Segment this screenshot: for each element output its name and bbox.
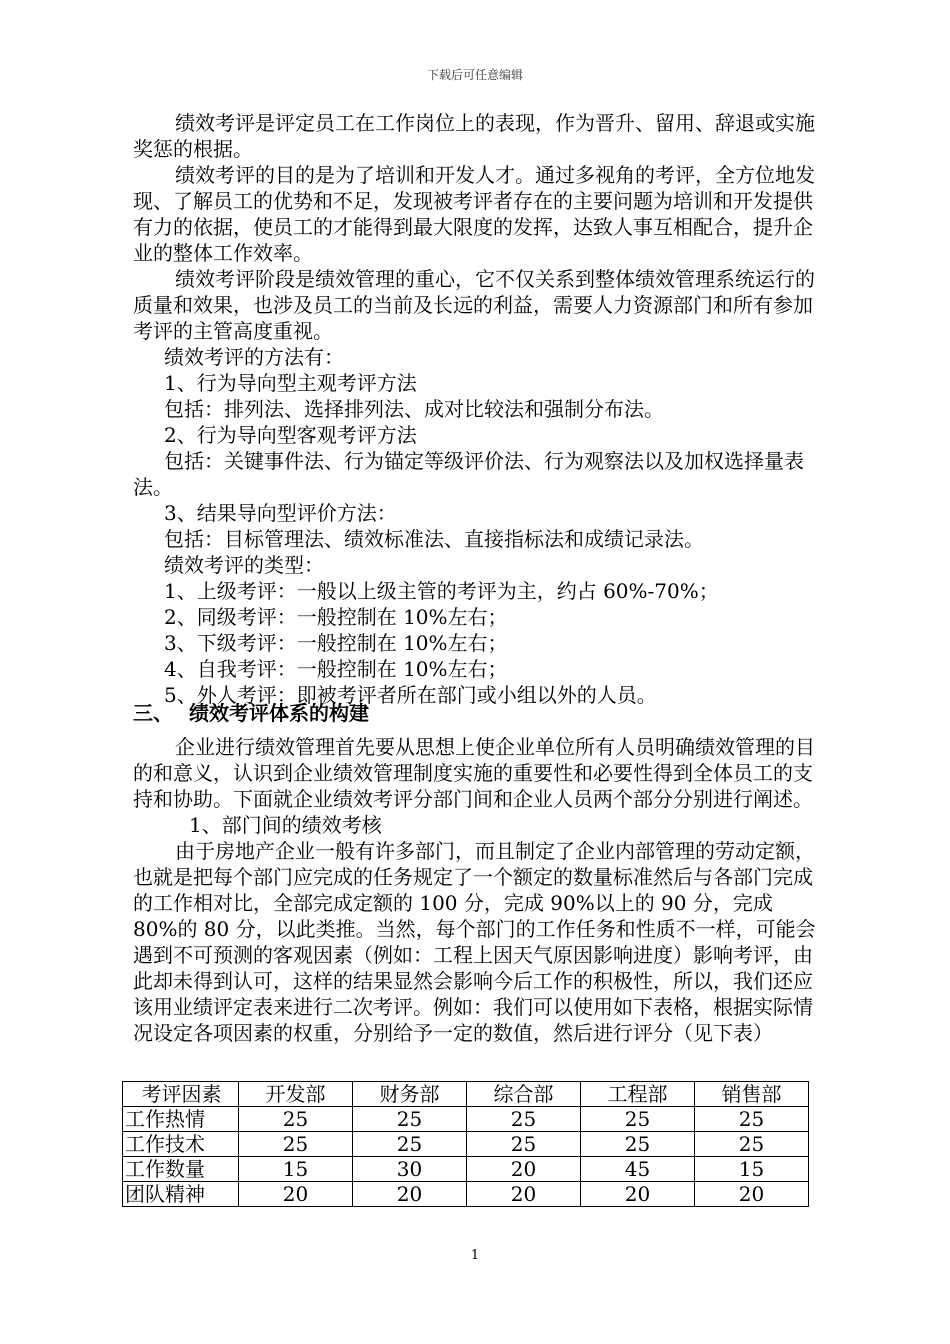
list-item: 5、外人考评：即被考评者所在部门或小组以外的人员。 <box>164 683 657 707</box>
table-cell: 25 <box>239 1132 353 1157</box>
table-cell: 20 <box>467 1157 581 1182</box>
table-row <box>123 1182 809 1207</box>
list-item: 3、下级考评：一般控制在 10%左右； <box>164 631 508 655</box>
paragraph: 绩效考评是评定员工在工作岗位上的表现，作为晋升、留用、辞退或实施奖惩的根据。 <box>133 111 815 161</box>
table-cell: 工作数量 <box>123 1157 239 1182</box>
table-cell: 25 <box>239 1107 353 1132</box>
table-cell: 25 <box>695 1107 809 1132</box>
table-cell: 25 <box>581 1107 695 1132</box>
table-row <box>123 1157 809 1182</box>
list-item: 1、行为导向型主观考评方法 <box>164 371 417 395</box>
list-item: 包括：目标管理法、绩效标准法、直接指标法和成绩记录法。 <box>164 527 704 551</box>
table-cell: 20 <box>467 1182 581 1207</box>
section-title: 绩效考评体系的构建 <box>189 701 369 725</box>
list-item: 包括：关键事件法、行为锚定等级评价法、行为观察法以及加权选择量表法。 <box>133 449 804 499</box>
methods-intro: 绩效考评的方法有： <box>164 345 344 369</box>
table-header-row <box>123 1082 809 1107</box>
table-header-cell: 财务部 <box>353 1082 467 1107</box>
subheading: 1、部门间的绩效考核 <box>189 813 382 837</box>
table-header-cell: 工程部 <box>581 1082 695 1107</box>
table-cell: 20 <box>353 1182 467 1207</box>
page-header: 下载后可任意编辑 <box>426 68 523 82</box>
table-cell: 30 <box>353 1157 467 1182</box>
paragraph: 绩效考评的目的是为了培训和开发人才。通过多视角的考评，全方位地发现、了解员工的优势和不足，发现被考评者存在的主要问题为培训和开发提供有力的依据，使员工的才能得到最大限度的发挥，达致人事互相配合，提升企业的整体工作效率。 <box>133 163 815 265</box>
table-header-cell: 销售部 <box>695 1082 809 1107</box>
table-cell: 25 <box>581 1132 695 1157</box>
body-section3 <box>133 734 821 1046</box>
page-number: 1 <box>470 1248 480 1263</box>
table-cell: 20 <box>695 1182 809 1207</box>
table-cell: 工作热情 <box>123 1107 239 1132</box>
list-item: 1、上级考评：一般以上级主管的考评为主，约占 60%-70%； <box>164 579 719 603</box>
list-item: 3、结果导向型评价方法： <box>164 501 397 525</box>
table-cell: 25 <box>353 1107 467 1132</box>
table-cell: 25 <box>467 1107 581 1132</box>
table-cell: 团队精神 <box>123 1182 239 1207</box>
paragraph: 绩效考评阶段是绩效管理的重心，它不仅关系到整体绩效管理系统运行的质量和效果，也涉及员工的当前及长远的利益，需要人力资源部门和所有参加考评的主管高度重视。 <box>133 267 815 343</box>
section-number: 三、 <box>133 701 173 725</box>
section-heading <box>133 697 369 726</box>
table-cell: 20 <box>581 1182 695 1207</box>
list-item: 2、行为导向型客观考评方法 <box>164 423 417 447</box>
paragraph: 企业进行绩效管理首先要从思想上使企业单位所有人员明确绩效管理的目的和意义，认识到企业绩效管理制度实施的重要性和必要性得到全体员工的支持和协助。下面就企业绩效考评分部门间和企业人员两个部分分别进行阐述。 <box>133 735 815 811</box>
table-header-cell: 综合部 <box>467 1082 581 1107</box>
table-cell: 工作技术 <box>123 1132 239 1157</box>
body-top <box>133 110 821 708</box>
table-header-cell: 开发部 <box>239 1082 353 1107</box>
table-header-cell: 考评因素 <box>123 1082 239 1107</box>
paragraph: 由于房地产企业一般有许多部门，而且制定了企业内部管理的劳动定额，也就是把每个部门应完成的任务规定了一个额定的数量标准然后与各部门完成的工作相对比，全部完成定额的 100 分，完成 90%以上的 90 分，完成 80%的 80 分，以此类推。当然，每个部门的工作任务和性质不一样，可能会遇到不可预测的客观因素（例如：工程上因天气原因影响进度）影响考评，由此却未得到认可，这样的结果显然会影响今后工作的积极性，所以，我们还应该用业绩评定表来进行二次考评。例如：我们可以使用如下表格，根据实际情况设定各项因素的权重，分别给予一定的数值，然后进行评分（见下表） <box>133 839 816 1045</box>
table-cell: 25 <box>353 1132 467 1157</box>
table-cell: 25 <box>695 1132 809 1157</box>
table-cell: 25 <box>467 1132 581 1157</box>
list-item: 包括：排列法、选择排列法、成对比较法和强制分布法。 <box>164 397 664 421</box>
table-cell: 15 <box>239 1157 353 1182</box>
score-table-wrap <box>122 1081 809 1207</box>
list-item: 4、自我考评：一般控制在 10%左右； <box>164 657 508 681</box>
list-item: 2、同级考评：一般控制在 10%左右； <box>164 605 508 629</box>
table-row <box>123 1107 809 1132</box>
table-row <box>123 1132 809 1157</box>
table-cell: 45 <box>581 1157 695 1182</box>
table-cell: 20 <box>239 1182 353 1207</box>
types-intro: 绩效考评的类型： <box>164 553 324 577</box>
table-cell: 15 <box>695 1157 809 1182</box>
score-table <box>122 1081 809 1207</box>
